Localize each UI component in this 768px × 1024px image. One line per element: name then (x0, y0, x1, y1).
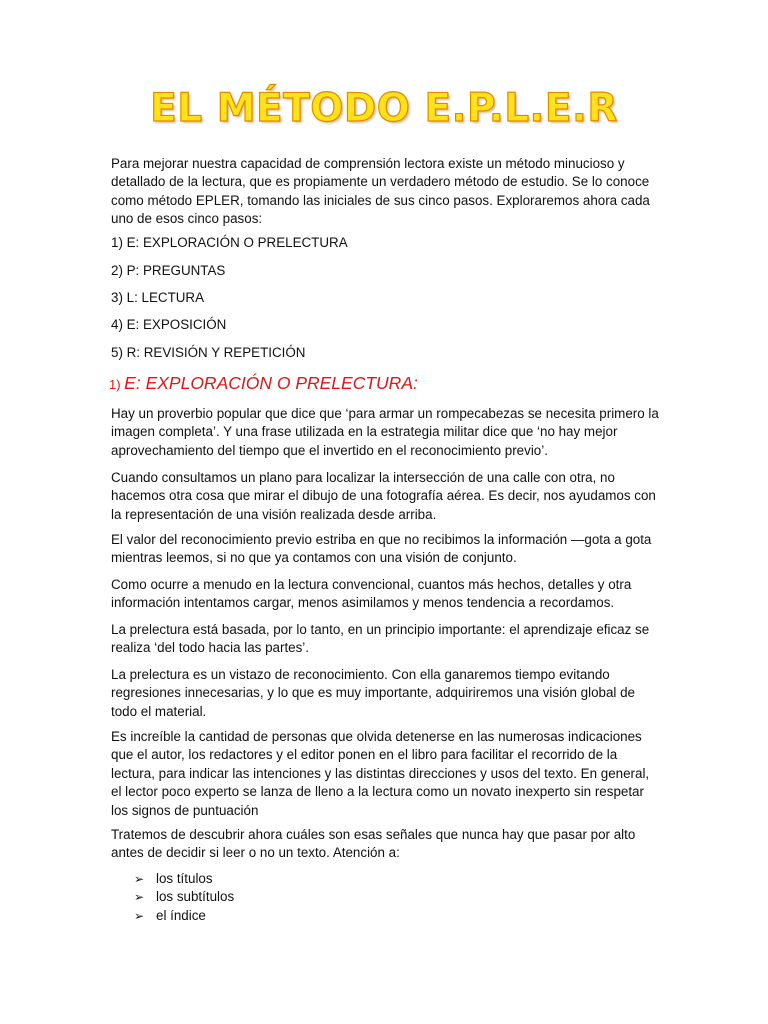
body-paragraph: La prelectura es un vistazo de reconocimiento. Con ella ganaremos tiempo evitando regresiones innecesarias, y lo que es muy importante, adquiriremos una visión global de todo el material. (111, 667, 636, 719)
arrowhead-bullet-icon: ➢ (134, 908, 145, 923)
body-paragraph: Tratemos de descubrir ahora cuáles son esas señales que nunca hay que pasar por alto antes de decidir si leer o no un texto. Atención a: (111, 827, 636, 861)
body-paragraph: Es increíble la cantidad de personas que olvida detenerse en las numerosas indicaciones que el autor, los redactores y el editor ponen en el libro para facilitar el recorrido de la lectura, para indicar las intenciones y las distintas direcciones y usos del texto. En general, el lector poco experto se lanza de lleno a la lectura como un novato inexperto sin respetar los signos de puntuación (111, 729, 650, 818)
bullet-text: los subtítulos (156, 889, 235, 905)
section-number: 1) (109, 377, 125, 392)
body-paragraph: Cuando consultamos un plano para localizar la intersección de una calle con otra, no hacemos otra cosa que mirar el dibujo de una fotografía aérea. Es decir, nos ayudamos con la representación de una visión realizada desde arriba. (111, 470, 656, 522)
step-item: 3) L: LECTURA (111, 290, 205, 305)
section-heading-text: E: EXPLORACIÓN O PRELECTURA: (124, 373, 418, 393)
body-paragraph: La prelectura está basada, por lo tanto, en un principio importante: el aprendizaje eficaz se realiza ‘del todo hacia las partes’. (111, 622, 650, 656)
body-paragraph: Hay un proverbio popular que dice que ‘para armar un rompecabezas se necesita primero la imagen completa’. Y una frase utilizada en la estrategia militar dice que ‘no hay mejor aprovechamiento del tiempo que el invertido en el reconocimiento previo’. (111, 406, 659, 458)
step-item: 1) E: EXPLORACIÓN O PRELECTURA (111, 235, 348, 250)
body-paragraph: Como ocurre a menudo en la lectura convencional, cuantos más hechos, detalles y otra información intentamos cargar, menos asimilamos y menos tendencia a recordamos. (111, 577, 632, 611)
bullet-text: los títulos (156, 871, 213, 886)
bullet-text: el índice (156, 907, 206, 923)
step-item: 4) E: EXPOSICIÓN (111, 317, 227, 332)
section-heading (109, 373, 418, 394)
intro-paragraph: Para mejorar nuestra capacidad de comprensión lectora existe un método minucioso y detallado de la lectura, que es propiamente un verdadero método de estudio. Se lo conoce como método EPLER, tomando las iniciales de sus cinco pasos. Exploraremos ahora cada uno de esos cinco pasos: (111, 156, 650, 227)
arrowhead-bullet-icon: ➢ (134, 890, 145, 905)
document-title: EL MÉTODO E.P.L.E.R (150, 86, 618, 131)
step-item: 2) P: PREGUNTAS (111, 263, 226, 278)
arrowhead-bullet-icon: ➢ (134, 872, 145, 886)
body-paragraph: El valor del reconocimiento previo estriba en que no recibimos la información —gota a gota mientras leemos, si no que ya contamos con una visión de conjunto. (111, 532, 652, 566)
step-item: 5) R: REVISIÓN Y REPETICIÓN (111, 345, 306, 360)
